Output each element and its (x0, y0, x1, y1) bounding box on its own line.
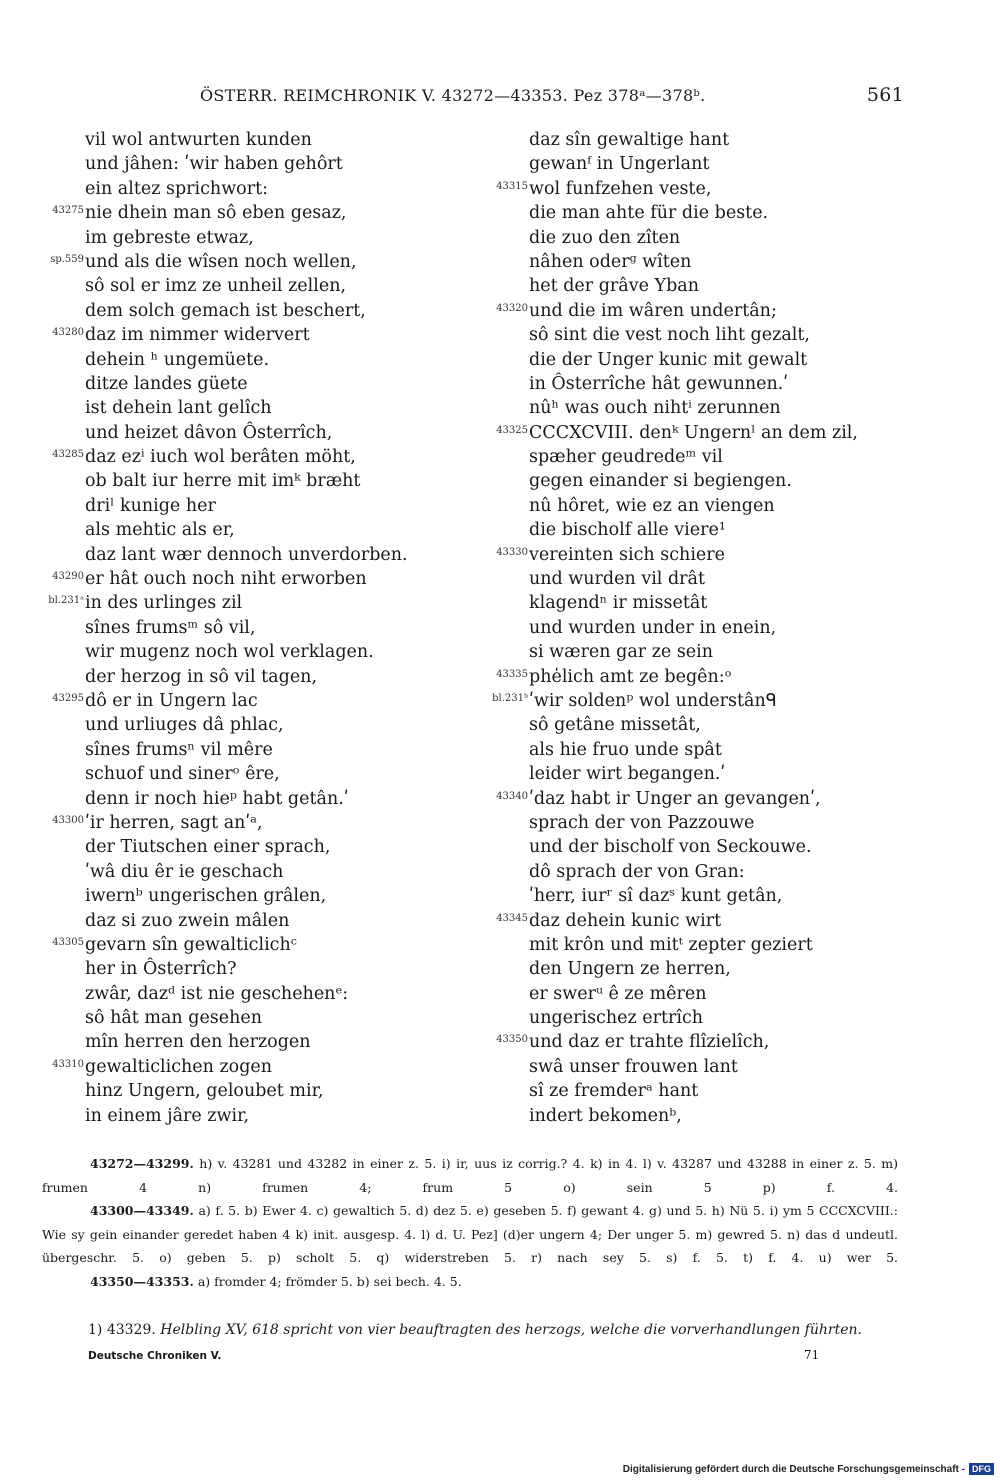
line-number: sp.559 (50, 253, 84, 265)
verse-text: sî ze fremderᵃ hant (529, 1081, 699, 1102)
credit-text: Digitalisierung gefördert durch die Deutsche Forschungsgemeinschaft - (622, 1463, 965, 1475)
verse-line (474, 1030, 874, 1054)
verse-text: daz lant wær dennoch unverdorben. (85, 544, 408, 565)
apparatus-entry (42, 1270, 898, 1294)
verse-text: und daz er trahte flîzielîch, (529, 1032, 770, 1053)
verse-line (474, 543, 874, 567)
critical-apparatus (42, 1152, 898, 1293)
signature-mark: Deutsche Chroniken V. (88, 1350, 222, 1362)
verse-line (30, 982, 430, 1006)
verse-line (474, 421, 874, 445)
verse-line (474, 348, 874, 372)
verse-line (30, 1104, 430, 1128)
verse-line (30, 787, 430, 811)
verse-text: und urliuges dâ phlac, (85, 715, 284, 736)
verse-line (474, 372, 874, 396)
verse-line (30, 469, 430, 493)
verse-text: spæher geudredeᵐ vil (529, 447, 723, 468)
dfg-logo: DFG (969, 1463, 994, 1475)
verse-text: sô sol er imz ze unheil zellen, (85, 276, 347, 297)
verse-text: klagendⁿ ir missetât (529, 593, 708, 614)
line-number: 43350 (496, 1034, 528, 1046)
verse-text: dô sprach der von Gran: (529, 861, 745, 882)
verse-text: sô sint die vest noch liht gezalt, (529, 325, 810, 346)
line-number: 43290 (52, 571, 84, 583)
verse-text: ʹherr, iurʳ sî dazˢ kunt getân, (529, 886, 783, 907)
verse-text: zwâr, dazᵈ ist nie geschehenᵉ: (85, 983, 349, 1004)
verse-line (474, 128, 874, 152)
verse-line (30, 445, 430, 469)
verse-text: phe̍lich amt ze begên:ᵒ (529, 666, 732, 687)
verse-text: ob balt iur herre mit imᵏ bræht (85, 471, 361, 492)
verse-text: ʹwir soldenᵖ wol understânᑫ (529, 690, 777, 711)
verse-text: dem solch gemach ist beschert, (85, 300, 366, 321)
running-header (200, 86, 904, 110)
verse-line (30, 177, 430, 201)
verse-text: wir mugenz noch wol verklagen. (85, 642, 374, 663)
verse-line (474, 1104, 874, 1128)
verse-line (474, 1006, 874, 1030)
signature-number: 71 (804, 1348, 820, 1362)
verse-line (474, 665, 874, 689)
apparatus-text: a) f. 5. b) Ewer 4. c) gewaltich 5. d) dez 5. e) geseben 5. f) gewant 4. g) und 5. h) Nü 5. i) ym 5 CCCXCVIII.: Wie sy gein einander geredet haben 4 k) init. ausgesp. 4. l) d. U. Pez] (d)er ungern 4; Der unger 5. m) gewred 5. n) das d undeutl. übergeschr. 5. o) geben 5. p) scholt 5. q) widerstreben 5. r) nach sey 5. s) f. 5. t) f. 4. u) wer 5. (42, 1203, 898, 1265)
verse-text: her in Ôsterrîch? (85, 959, 237, 980)
verse-line (30, 591, 430, 615)
verse-line (30, 396, 430, 420)
apparatus-entry (42, 1199, 898, 1270)
verse-text: gewalticlichen zogen (85, 1056, 273, 1077)
verse-text: daz im nimmer widervert (85, 325, 310, 346)
verse-text: nû hôret, wie ez an viengen (529, 495, 775, 516)
verse-line (30, 933, 430, 957)
verse-line (30, 567, 430, 591)
verse-line (30, 860, 430, 884)
verse-line (30, 518, 430, 542)
verse-line (474, 494, 874, 518)
line-number: 43315 (496, 180, 528, 192)
verse-text: dehein ʰ ungemüete. (85, 349, 270, 370)
verse-line (474, 860, 874, 884)
verse-line (30, 640, 430, 664)
verse-line (30, 299, 430, 323)
verse-text: und der bischolf von Seckouwe. (529, 837, 812, 858)
verse-text: dô er in Ungern lac (85, 690, 258, 711)
verse-text: ein altez sprichwort: (85, 178, 269, 199)
verse-text: indert bekomenᵇ, (529, 1105, 682, 1126)
line-number: bl.231ᵃ (48, 595, 84, 607)
verse-line (30, 811, 430, 835)
verse-line (30, 713, 430, 737)
verse-line (474, 835, 874, 859)
verse-text: nie dhein man sô eben gesaz, (85, 203, 347, 224)
verse-line (30, 128, 430, 152)
verse-text: in des urlinges zil (85, 593, 243, 614)
line-number: 43340 (496, 790, 528, 802)
verse-text: als hie fruo unde spât (529, 739, 722, 760)
verse-text: mîn herren den herzogen (85, 1032, 311, 1053)
verse-text: vereinten sich schiere (529, 544, 725, 565)
verse-line (474, 274, 874, 298)
line-number: 43295 (52, 692, 84, 704)
verse-line (474, 250, 874, 274)
verse-line (474, 811, 874, 835)
funding-credit (623, 1463, 994, 1475)
verse-line (474, 152, 874, 176)
verse-text: gegen einander si begiengen. (529, 471, 792, 492)
verse-line (474, 567, 874, 591)
verse-line (474, 445, 874, 469)
verse-line (30, 738, 430, 762)
verse-text: mit krôn und mitᵗ zepter geziert (529, 934, 813, 955)
line-number: 43325 (496, 424, 528, 436)
verse-line (30, 665, 430, 689)
verse-text: ʹdaz habt ir Unger an gevangenʹ, (529, 788, 821, 809)
verse-line (30, 909, 430, 933)
verse-text: er hât ouch noch niht erworben (85, 569, 367, 590)
verse-text: denn ir noch hieᵖ habt getân.ʹ (85, 788, 349, 809)
verse-line (30, 835, 430, 859)
verse-line (474, 640, 874, 664)
verse-line (30, 250, 430, 274)
apparatus-range: 43272—43299. (90, 1156, 194, 1171)
verse-text: hinz Ungern, geloubet mir, (85, 1081, 324, 1102)
verse-text: sprach der von Pazzouwe (529, 812, 755, 833)
line-number: 43345 (496, 912, 528, 924)
verse-line (474, 1079, 874, 1103)
verse-line (30, 348, 430, 372)
verse-line (30, 323, 430, 347)
verse-text: und die im wâren undertân; (529, 300, 777, 321)
footnote-number: 1) 43329. (88, 1322, 156, 1338)
verse-line (30, 372, 430, 396)
verse-text: si wæren gar ze sein (529, 642, 714, 663)
verse-text: den Ungern ze herren, (529, 959, 731, 980)
verse-text: sînes frumsᵐ sô vil, (85, 617, 256, 638)
verse-line (474, 713, 874, 737)
verse-line (30, 226, 430, 250)
verse-text: ist dehein lant gelîch (85, 398, 272, 419)
verse-text: und als die wîsen noch wellen, (85, 251, 357, 272)
line-number: 43300 (52, 814, 84, 826)
verse-text: in einem jâre zwir, (85, 1105, 250, 1126)
verse-text: der Tiutschen einer sprach, (85, 837, 331, 858)
apparatus-text: a) fromder 4; frömder 5. b) sei bech. 4. 5. (197, 1273, 462, 1289)
apparatus-text: h) v. 43281 und 43282 in einer z. 5. i) ir, uus iz corrig.? 4. k) in 4. l) v. 43287 und 43288 in einer z. 5. m) frumen 4 n) frumen 4; frum 5 o) sein 5 p) f. 4. (42, 1156, 898, 1195)
verse-line (474, 762, 874, 786)
verse-text: und jâhen: ʹwir haben gehôrt (85, 154, 343, 175)
verse-line (30, 1079, 430, 1103)
verse-line (30, 494, 430, 518)
line-number: 43305 (52, 936, 84, 948)
verse-line (30, 884, 430, 908)
apparatus-range: 43350—43353. (90, 1273, 194, 1289)
verse-text: und wurden under in enein, (529, 617, 777, 638)
verse-line (474, 396, 874, 420)
verse-column-left (30, 128, 430, 1128)
verse-text: ditze landes güete (85, 373, 248, 394)
line-number: 43280 (52, 327, 84, 339)
verse-line (30, 543, 430, 567)
verse-line (474, 884, 874, 908)
verse-line (474, 738, 874, 762)
verse-text: als mehtic als er, (85, 520, 235, 541)
verse-line (474, 201, 874, 225)
verse-text: driˡ kunige her (85, 495, 216, 516)
verse-text: sô getâne missetât, (529, 715, 701, 736)
verse-text: swâ unser frouwen lant (529, 1056, 738, 1077)
line-number: bl.231ᵇ (492, 692, 528, 704)
verse-text: der herzog in sô vil tagen, (85, 666, 318, 687)
verse-line (30, 1006, 430, 1030)
verse-text: gevarn sîn gewalticlichᶜ (85, 934, 297, 955)
verse-line (474, 1055, 874, 1079)
verse-text: CCCXCVIII. denᵏ Ungernˡ an dem zil, (529, 422, 858, 443)
line-number: 43310 (52, 1058, 84, 1070)
verse-text: nûʰ was ouch nihtⁱ zerunnen (529, 398, 781, 419)
verse-text: schuof und sinerᵒ êre, (85, 764, 280, 785)
verse-line (474, 299, 874, 323)
verse-line (474, 616, 874, 640)
verse-text: sînes frumsⁿ vil mêre (85, 739, 273, 760)
verse-text: daz dehein kunic wirt (529, 910, 722, 931)
apparatus-range: 43300—43349. (90, 1203, 194, 1218)
verse-text: sô hât man gesehen (85, 1008, 263, 1029)
footnote (88, 1322, 898, 1338)
verse-text: nâhen oderᵍ wîten (529, 251, 692, 272)
verse-line (30, 201, 430, 225)
verse-line (474, 689, 874, 713)
apparatus-entry (42, 1152, 898, 1199)
verse-text: in Ôsterrîche hât gewunnen.ʹ (529, 373, 789, 394)
verse-line (30, 274, 430, 298)
verse-line (474, 957, 874, 981)
verse-line (30, 1030, 430, 1054)
verse-line (474, 787, 874, 811)
verse-line (474, 177, 874, 201)
verse-line (474, 226, 874, 250)
verse-line (474, 909, 874, 933)
verse-line (474, 518, 874, 542)
verse-text: und heizet dâvon Ôsterrîch, (85, 422, 333, 443)
verse-text: daz ezⁱ iuch wol berâten möht, (85, 447, 356, 468)
verse-line (30, 421, 430, 445)
line-number: 43320 (496, 302, 528, 314)
verse-line (30, 689, 430, 713)
verse-text: het der grâve Yban (529, 276, 699, 297)
verse-text: leider wirt begangen.ʹ (529, 764, 726, 785)
verse-column-right (474, 128, 874, 1128)
verse-line (30, 762, 430, 786)
line-number: 43335 (496, 668, 528, 680)
verse-text: die zuo den zîten (529, 227, 681, 248)
verse-text: die man ahte für die beste. (529, 203, 769, 224)
line-number: 43285 (52, 449, 84, 461)
verse-text: ʹir herren, sagt anʹᵃ, (85, 812, 263, 833)
verse-text: die der Unger kunic mit gewalt (529, 349, 808, 370)
verse-text: wol funfzehen veste, (529, 178, 712, 199)
verse-text: im gebreste etwaz, (85, 227, 254, 248)
verse-text: daz si zuo zwein mâlen (85, 910, 290, 931)
verse-text: vil wol antwurten kunden (85, 130, 312, 150)
verse-line (30, 1055, 430, 1079)
verse-line (30, 957, 430, 981)
verse-line (474, 933, 874, 957)
page-number: 561 (866, 84, 904, 106)
verse-line (30, 152, 430, 176)
verse-text: iwernᵇ ungerischen grâlen, (85, 886, 327, 907)
line-number: 43330 (496, 546, 528, 558)
verse-text: und wurden vil drât (529, 569, 705, 590)
verse-line (474, 591, 874, 615)
footnote-text: Helbling XV, 618 spricht von vier beauftragten des herzogs, welche die vorverhandlungen führten. (160, 1322, 862, 1338)
verse-line (30, 616, 430, 640)
header-title: ÖSTERR. REIMCHRONIK V. 43272—43353. Pez 378ᵃ—378ᵇ. (200, 86, 706, 105)
verse-line (474, 469, 874, 493)
verse-text: daz sîn gewaltige hant (529, 130, 730, 150)
verse-line (474, 323, 874, 347)
verse-text: er swerᵘ ê ze mêren (529, 983, 707, 1004)
line-number: 43275 (52, 205, 84, 217)
verse-line (474, 982, 874, 1006)
verse-text: ungerischez ertrîch (529, 1008, 704, 1029)
verse-text: gewanᶠ in Ungerlant (529, 154, 710, 175)
verse-text: ʹwâ diu êr ie geschach (85, 861, 284, 882)
verse-text: die bischolf alle viere¹ (529, 520, 726, 541)
